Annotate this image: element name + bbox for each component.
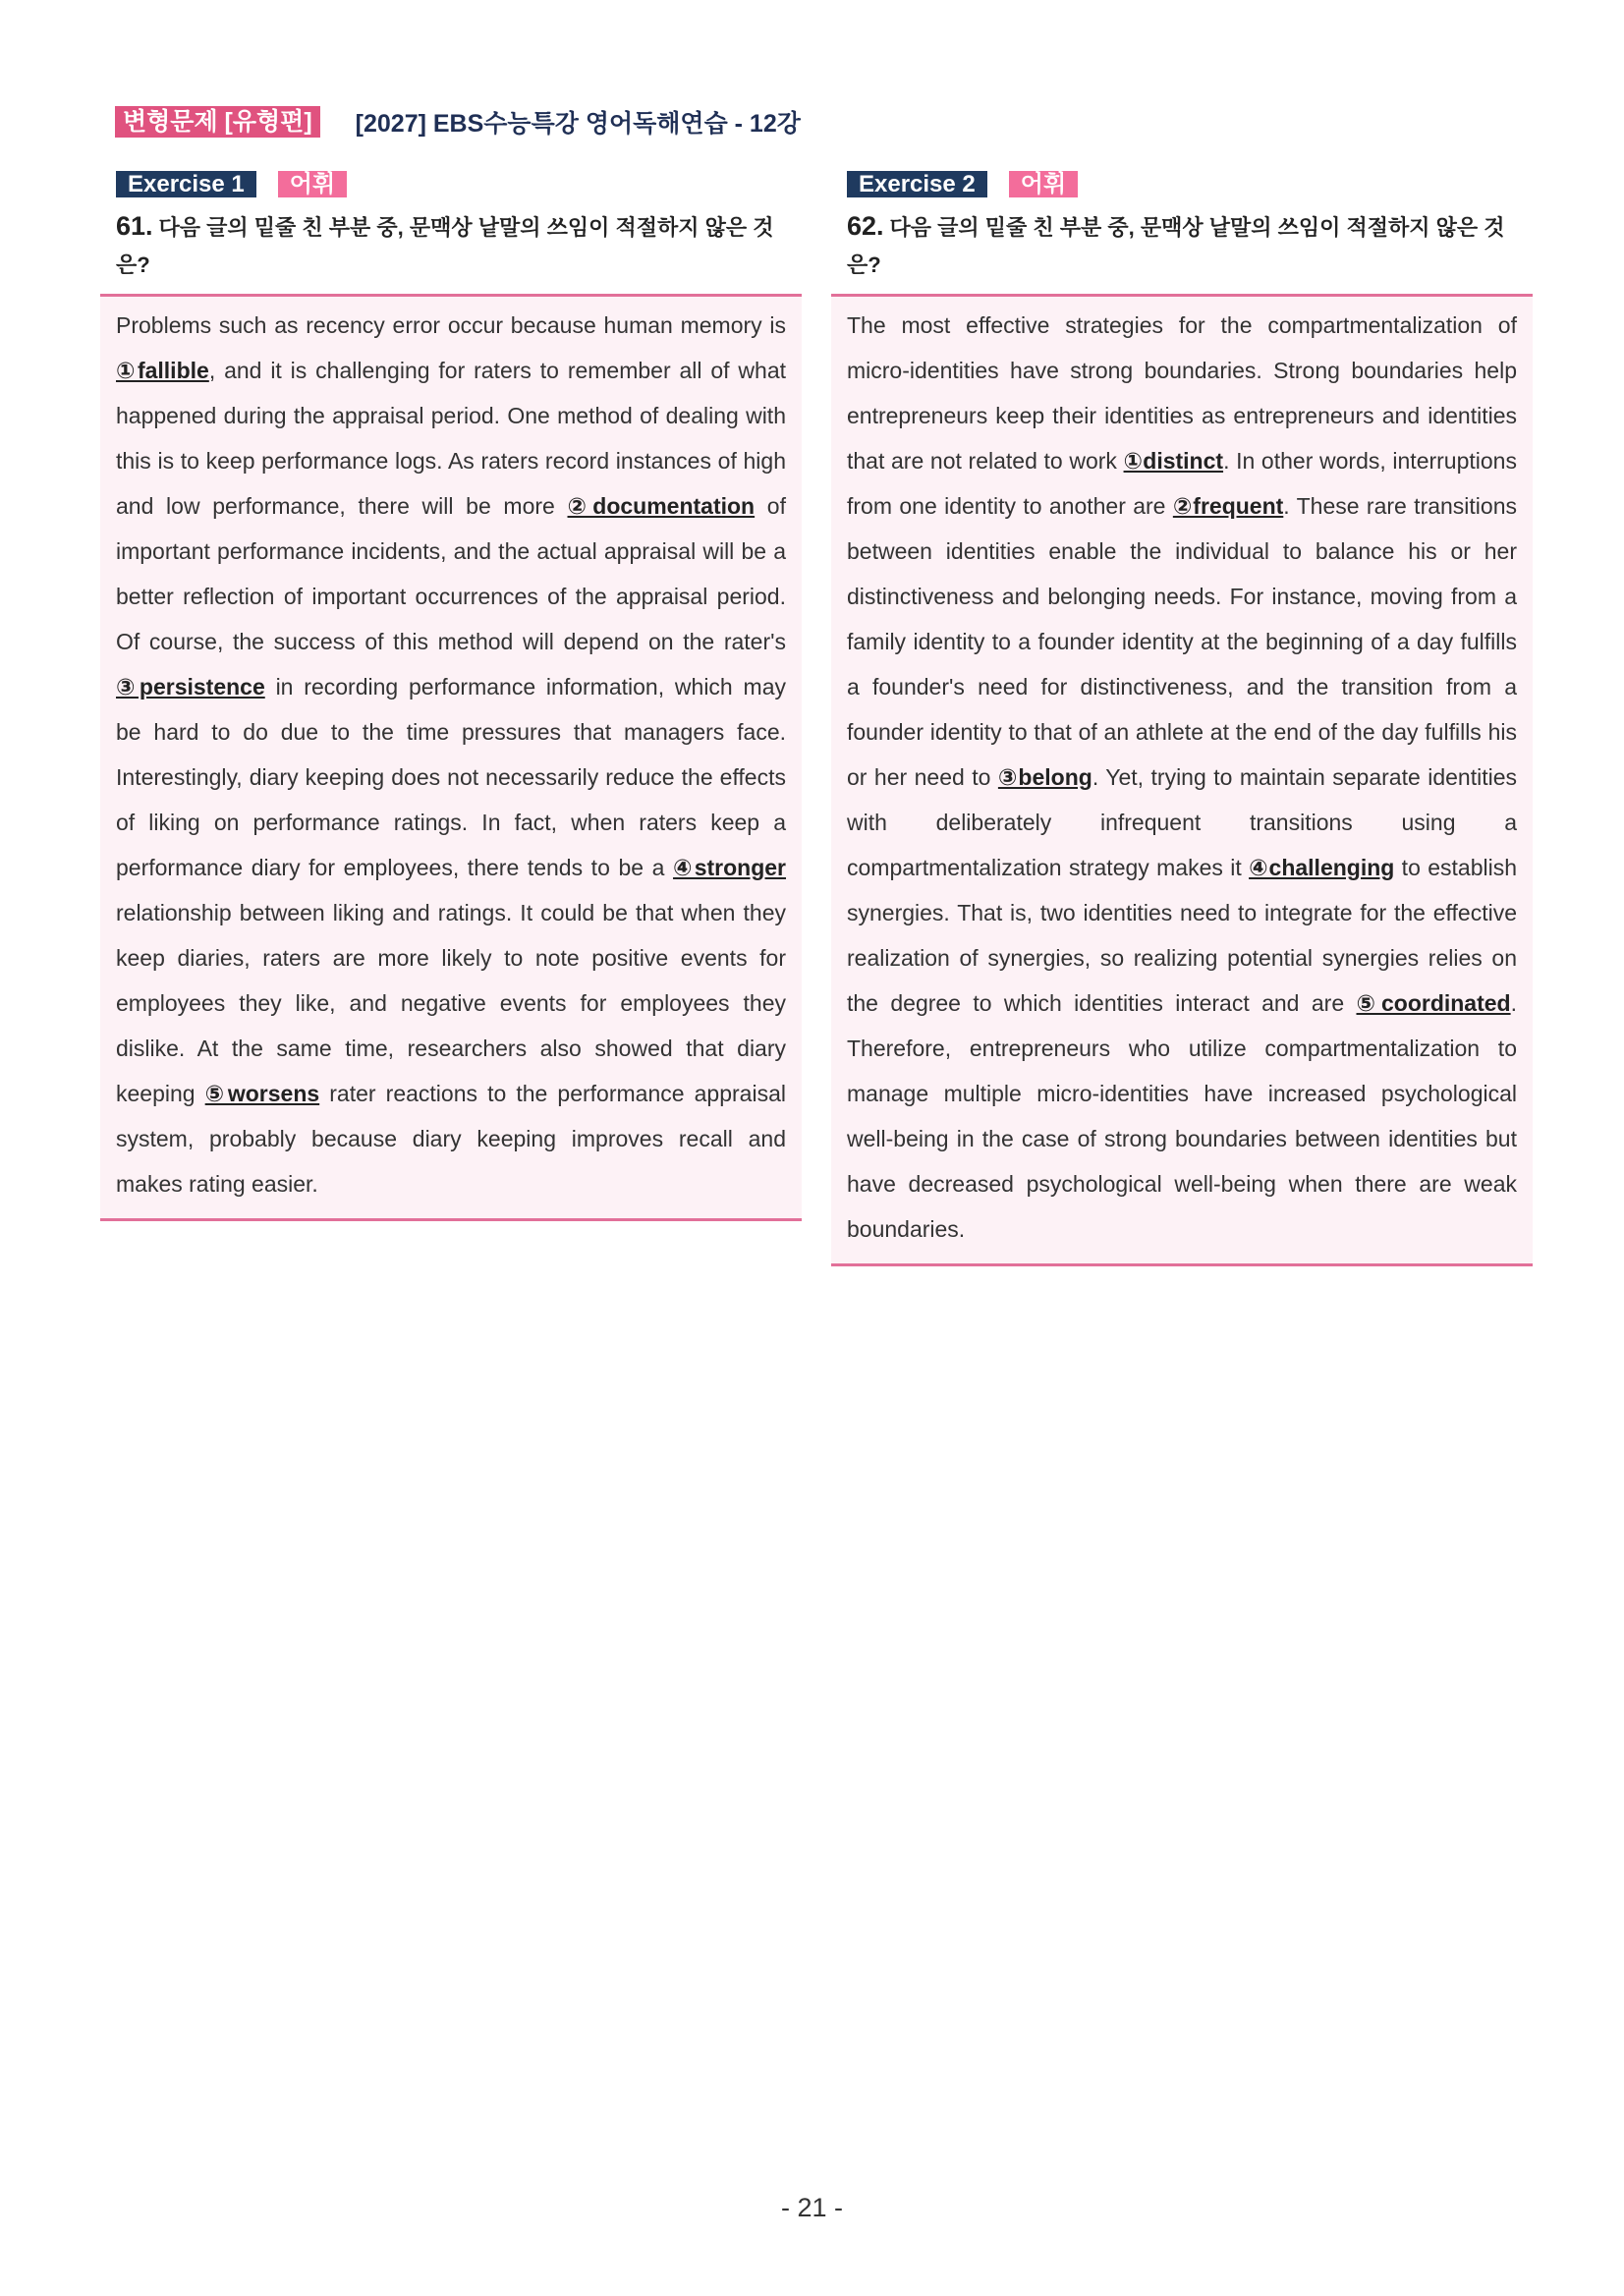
exercise-label: Exercise 2 [847, 171, 987, 197]
underlined-word: ⑤worsens [204, 1081, 320, 1106]
passage-segment: of important performance incidents, and the actual appraisal will be a better reflection of important occurrences of the appraisal period. Of course, the success of this method will depend on the rater's [116, 493, 786, 654]
question-number: 62. [847, 211, 884, 241]
passage-box [831, 294, 1533, 1266]
underlined-word: ②documentation [567, 493, 756, 519]
passage-segment: . These rare transitions between identities enable the individual to balance his or her distinctiveness and belonging needs. For instance, moving from a family identity to a founder identity at the beginning of a day fulfills a founder's need for distinctiveness, and the transition from a founder identity to that of an athlete at the end of the day fulfills his or her need to [847, 493, 1517, 790]
passage-segment: , and it is challenging for raters to remember all of what happened during the appraisal period. One method of dealing with this is to keep performance logs. As raters record instances of high and low performance, there will be more [116, 358, 786, 519]
passage-segment: The most effective strategies for the compartmentalization of micro-identities have strong boundaries. Strong boundaries help entrepreneurs keep their identities as entrepreneurs and identities that are not related to work [847, 312, 1517, 474]
passage-segment: rater reactions to the performance appraisal system, probably because diary keeping improves recall and makes rating easier. [116, 1081, 786, 1197]
page-number: - 21 - [780, 2193, 844, 2222]
underlined-word: ⑤coordinated [1356, 990, 1511, 1016]
question-number: 61. [116, 211, 153, 241]
vocab-tag: 어휘 [1009, 171, 1078, 197]
exercise-1 [100, 170, 802, 1221]
underlined-word: ③belong [997, 764, 1092, 790]
page-header [115, 104, 801, 140]
underlined-word: ④challenging [1249, 855, 1395, 880]
passage-segment: in recording performance information, which may be hard to do due to the time pressures that managers face. Interestingly, diary keeping does not necessarily reduce the effects of liking on performance ratings. In fact, when raters keep a performance diary for employees, there tends to be a [116, 674, 786, 880]
underlined-word: ①distinct [1123, 448, 1224, 474]
underlined-word: ②frequent [1172, 493, 1284, 519]
underlined-word: ③persistence [116, 674, 265, 700]
passage-segment: to establish synergies. That is, two identities need to integrate for the effective realization of synergies, so realizing potential synergies relies on the degree to which identities interact and are [847, 855, 1517, 1016]
passage-segment: . Yet, trying to maintain separate identities with deliberately infrequent transitions using a compartmentalization strategy makes it [847, 764, 1518, 880]
underlined-word: ④stronger [673, 855, 787, 880]
vocab-tag: 어휘 [278, 171, 347, 197]
question-text: 다음 글의 밑줄 친 부분 중, 문맥상 낱말의 쓰임이 적절하지 않은 것은? [116, 215, 774, 277]
passage-segment: relationship between liking and ratings. It could be that when they keep diaries, raters are more likely to note positive events for employees they like, and negative events for employees they dislike. At the same time, researchers also showed that diary keeping [116, 900, 786, 1106]
passage-segment: . Therefore, entrepreneurs who utilize compartmentalization to manage multiple micro-identities have increased psychological well-being in the case of strong boundaries between identities but have decreased psychological well-being when there are weak boundaries. [847, 990, 1517, 1242]
exercise-label: Exercise 1 [116, 171, 256, 197]
exercise-header [847, 170, 1533, 197]
question [847, 207, 1517, 284]
question-text: 다음 글의 밑줄 친 부분 중, 문맥상 낱말의 쓰임이 적절하지 않은 것은? [847, 215, 1505, 277]
passage-segment: Problems such as recency error occur because human memory is [116, 312, 786, 338]
passage-text [116, 303, 786, 1206]
question [116, 207, 786, 284]
passage-box [100, 294, 802, 1221]
page-title: [2027] EBS수능특강 영어독해연습 - 12강 [355, 110, 801, 138]
exercise-2 [831, 170, 1533, 1266]
underlined-word: ①fallible [116, 358, 209, 383]
passage-text [847, 303, 1517, 1252]
passage-segment: . In other words, interruptions from one identity to another are [847, 448, 1517, 519]
exercise-header [116, 170, 802, 197]
type-tag: 변형문제 [유형편] [115, 106, 320, 138]
